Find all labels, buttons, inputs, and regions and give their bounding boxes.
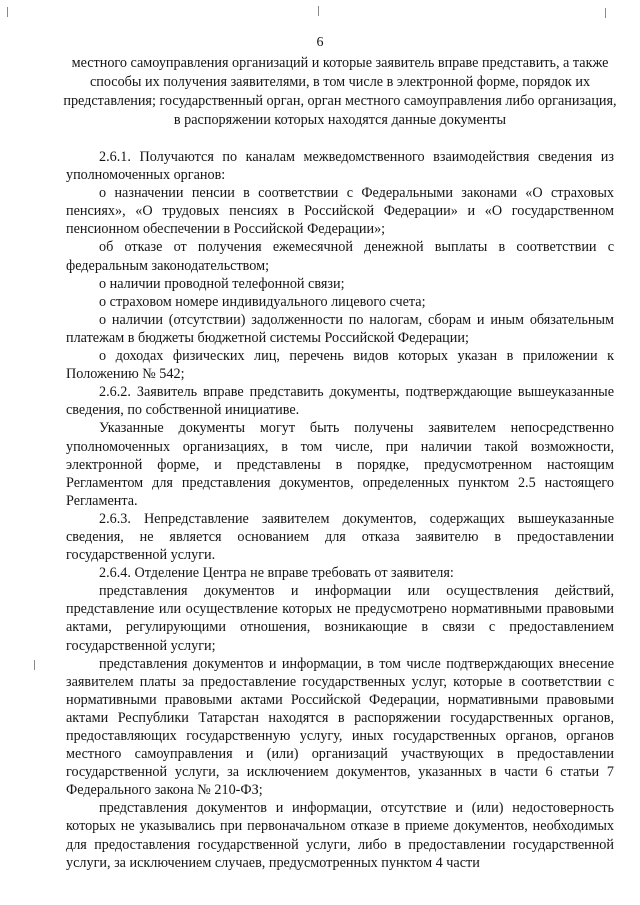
paragraph-2-6-3: 2.6.3. Непредставление заявителем документов, содержащих вышеуказанные сведения, не является основанием для отказа заявителю в предоставлении государственной услуги. <box>66 510 614 564</box>
paragraph-2-6-1: 2.6.1. Получаются по каналам межведомственного взаимодействия сведения из уполномоченных органов: <box>66 149 614 184</box>
paragraph-unreliable-info: представления документов и информации, отсутствие и (или) недостоверность которых не указывались при первоначальном отказе в приеме документов, необходимых для предоставления государственной услуги, либо в предоставлении государственной услуги, за исключением случаев, предусмотренных пунктом 4 части <box>66 800 614 871</box>
scan-mark-right <box>605 8 606 18</box>
paragraph-fee-documents: представления документов и информации, в том числе подтверждающих внесение заявителем платы за предоставление государственных услуг, которые в соответствии с нормативными правовыми актами Российской Федерации, нормативными правовыми актами Республики Татарстан находятся в распоряжении государственных органов, предоставляющих государственную услугу, иных государственных органов, органов местного самоуправления и (или) организаций участвующих в предоставлении государственной услуги, за исключением документов, указанных в части 6 статьи 7 Федерального закона № 210-ФЗ; <box>66 655 614 799</box>
paragraph-pension: о назначении пенсии в соответствии с Федеральными законами «О страховых пенсиях», «О трудовых пенсиях в Российской Федерации» и «О государственном пенсионном обеспечении в Российской Федерации»; <box>66 185 614 238</box>
paragraph-telephone: о наличии проводной телефонной связи; <box>99 275 345 292</box>
paragraph-snils: о страховом номере индивидуального лицевого счета; <box>99 293 426 310</box>
scan-mark-center <box>318 6 319 16</box>
page-number: 6 <box>316 35 324 50</box>
paragraph-no-actions: представления документов и информации или осуществления действий, представление или осуществление которых не предусмотрено нормативными правовыми актами, регулирующими отношения, возникающие в связи с предоставлением государственной услуги; <box>66 583 614 654</box>
paragraph-income: о доходах физических лиц, перечень видов которых указан в приложении к Положению № 542; <box>66 348 614 383</box>
paragraph-documents-obtained: Указанные документы могут быть получены заявителем непосредственно уполномоченных организациях, в том числе, при наличии такой возможности, электронной форме, и представлены в порядке, предусмотренном настоящим Регламентом для представления документов, определенных пунктом 2.5 настоящего Регламента. <box>66 420 614 509</box>
scan-mark-left <box>7 7 8 17</box>
paragraph-2-6-2: 2.6.2. Заявитель вправе представить документы, подтверждающие вышеуказанные сведения, по собственной инициативе. <box>66 384 614 419</box>
paragraph-tax-debt: о наличии (отсутствии) задолженности по налогам, сборам и иным обязательным платежам в бюджеты бюджетной системы Российской Федерации; <box>66 311 614 346</box>
document-body <box>66 148 614 872</box>
scan-mark-margin <box>34 660 35 670</box>
paragraph-2-6-4: 2.6.4. Отделение Центра не вправе требовать от заявителя: <box>99 565 454 582</box>
paragraph-edv-refusal: об отказе от получения ежемесячной денежной выплаты в соответствии с федеральным законодательством; <box>66 239 614 274</box>
section-heading: местного самоуправления организаций и которые заявитель вправе представить, а также способы их получения заявителями, в том числе в электронной форме, порядок их представления; государственный орган, орган местного самоуправления либо организация, в распоряжении которых находятся данные документы <box>63 55 617 128</box>
